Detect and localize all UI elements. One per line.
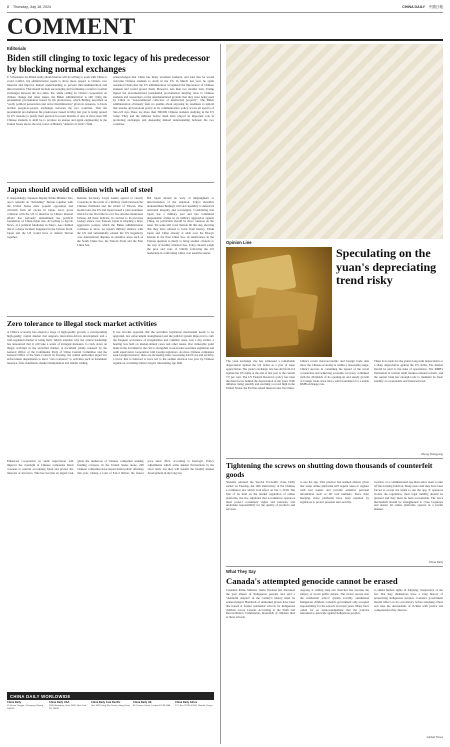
market-col-1: A China's economy has entered a stage of high-quality growth, a corresponding high-quality capital market that supports innovation-driven development and a well-regulated market is being built. Which explains why the central leadership has announced that it will take a series of stringent measures to crack down on illegal activities in the securities market. A document jointly released by the General Office of the Communist Party of China Central Committee and the General Office of the State Council on Tuesday, the central authorities urged law enforcement departments to show "zero tolerance" to activities such as fraudulent issuance, false statements, market manipulation and insider trading. <box>7 331 107 366</box>
canada-headline: Canada's attempted genocide cannot be erased <box>226 576 398 586</box>
what-they-say-label: What They Say <box>226 569 256 574</box>
opinion-headline: Speculating on the yuan's depreciating trend risky <box>336 247 437 287</box>
page-header <box>7 3 443 13</box>
opinion-label: Opinion Line <box>226 240 252 245</box>
directory-col-5: China Daily Africa P.O. Box 27281-00100, Nairobi, Kenya <box>175 701 213 707</box>
canada-byline: Global Times <box>426 735 443 739</box>
tightening-byline: China Daily <box>428 560 443 564</box>
canada-col-2: ongoing at willing state run churches has become the subject of broad public debate. The recent reports that the residential school system forcibly assimilated Indigenous children. Canada's government only accepted responsibility for the schools in recent years. Many have called for an acknowledgement that the policies amounted to genocide against Indigenous peoples. <box>300 589 369 616</box>
opinion-col-3: There is no basis for the yuan's long-term depreciation or a sharp depreciation against the US dollar. The market should be alert to the risks of speculation. The RMB's fluctuation is normal amid market-oriented reform, and the central bank has enough tools to maintain its basic stability at a reasonable and balanced level. <box>374 360 443 383</box>
section-title: COMMENT <box>7 14 136 39</box>
japan-headline: Japan should avoid collision with wall of steel <box>7 185 153 194</box>
paper-name-cn: 中國日報 <box>428 5 443 9</box>
paper-name: CHINA DAILY <box>402 5 425 9</box>
directory-col-2: China Daily USA 1500 Broadway, Suite 2800, New York, NY 10036 <box>49 701 87 710</box>
canada-col-3: to shield human rights in Xinjiang, irrespective of the fact that they themselves have a long history of persecuting Indigenous peoples. Canada's government should reflect on its own history before attacking others and treat the descendants of victims with justice and compensation they deserve. <box>374 589 443 612</box>
editorial-headline: Biden still clinging to toxic legacy of his predecessor by blocking normal exchanges <box>7 53 210 74</box>
japan-col-1: U nsurprisingly, Japanese Deputy Prime Minister Taro Aso's remarks on "defending" Taiwan together with the United States drew popular opposition and criticism from all circles in Japan. Aso's gross collusion with the US to interfere in China's internal affairs has seriously undermined the political foundation of China-Japan ties. According to Kyodo News, at a political fundraiser in Tokyo, Aso claimed that if a major incident happened in the Taiwan Strait, Japan and the US would have to defend Taiwan together. <box>7 197 73 240</box>
top-right-image <box>226 44 443 239</box>
page-number: 8 <box>7 5 9 9</box>
canada-col-1: Canadian Prime Minister Justin Trudeau has discussed the past abuses of Indigenous peoples and said a "shameful chapter" in the country's history must be acknowledged. Hundreds of unmarked graves have been discovered at former residential schools for Indigenous children across Canada. According to the Truth and Reconciliation Commission, thousands of children died at these schools. <box>226 589 295 620</box>
tightening-col-1: Slanders released the Special Economic Zone Daily earlier on Tuesday, the 10th anniversary of the Chinese e-commerce law which took effect on Jan 1, 2019. The first of its kind on the market regulation of online platforms, the law stipulates that e-commerce operators must protect consumers' rights and interests, and undertake responsibility for the quality of products and services. <box>226 481 295 512</box>
opinion-byline: Zheng Xiangyang <box>421 452 443 456</box>
market-headline: Zero tolerance to illegal stock market activities <box>7 319 157 328</box>
japan-col-3: But Japan should be wary of misjudgment or miscalculation of the situation. Tokyo shouldn't underestimate Beijing's will and capability to defend its territorial integrity and sovereignty. Considering that Japan has a military past and has committed unspeakable crimes in its military aggression against China, its politicians should be more cautious on the issue. Yet some still covet Taiwan till this day, showing that they have refused to learn from history. Think Japan and China already at odds over the Diaoyu Islands in the East China Sea, its interference in the Taiwan question is likely to bring another obstacle to the way of healthy bilateral ties. Tokyo should weigh the pros and cons of blindly following the US leadership in confronting China over sensitive issues. <box>147 197 214 255</box>
tightening-col-2: to use the app. This practice has seemed absurd, given that some online platforms still require users to register with real names and provide sensitive personal information such as ID card numbers. Since their merging, these platforms have been required by regulators to protect personal data security. <box>300 481 369 504</box>
market-col-3: Enhanced cooperation in audit supervision will improve the oversight of Chinese companies listed overseas to prevent accounting fraud and protect the interests of investors. This has become an urgent task given the numerous of Chinese companies seeking funding overseas. In the United States alone, 248 Chinese companies have issued initial public offerings this year, raising a total of $12.4 billion, the fastest pace since 2021, according to Dealogic. Policy adjustments which some market fluctuations in the short term, but they will benefit the healthy market development in the long run. <box>7 460 214 475</box>
opinion-col-2: China's recent macroeconomic and foreign trade data show the Chinese economy is within a reasonable range. China's success in containing the spread of the novel coronavirus and achieving economic recovery, combined with the dividends of its opening-up and steady growth of foreign trade, have laid a solid foundation for a stable RMB exchange rate. <box>300 360 369 387</box>
tightening-headline: Tightening the screws on shutting down thousands of counterfeit goods <box>226 461 433 479</box>
editorial-col-1: U S President Joe Biden really should that he will be willing to work with China to avoid conflict, his administration needs to show more respect to China's core interests and improve mutual understanding to prevent miscommunication and miscalculation. That should include encouraging and facilitating a return to normal exchanges between the two sides. Yet, while calling for China's cooperation on climate change and other issues, the Biden administration is still citing the presidential proclamation issued by his predecessor, which Beijing described as "really political persecution and racial discrimination" given its issuance, to block normal people-to-people exchanges between the two countries. That the presidential proclamation his predecessor issued in May last year is being quoted by US customs to justify their ejection in recent months of tens of more than 500 Chinese students to shall be to produce an unease and again engineering in the United States shows the true colors of Biden's "America is back" claim. <box>7 76 107 126</box>
section-masthead <box>7 13 443 41</box>
market-col-2: It has become apparent that the securities legislation mechanism needs to be upgraded, law enforcement strengthened and the judicial system improved to curb the frequent occurrence of irregularities and criminal cases. Just a day earlier, a hearing was held on market-tainted cases and other issues. Our vulnerable point made in the document is the call to strengthen cross-border securities regulation and audit supervision cooperation with foreign regulators. As more Chinese companies seek foreign investors, there are increasing risks concerning data flows and security, a factor that is believed to have led to the sudden decision last year by Chinese regulators, including China's largest ride-hailing app Didi. <box>113 331 214 366</box>
directory-col-1: China Daily 15 Huixin Dongjie, Chaoyang, Beijing 100029 <box>7 701 44 710</box>
directory-bar: CHINA DAILY WORLDWIDE <box>7 692 214 700</box>
opinion-col-1: The yuan exchange rate has witnessed a remarkable depreciation against the US dollar as a year of steep appreciation. The yuan's exchange rate has slid from 6.3 against the US dollar at the end of last year to the current 7.0 per cent. The US Federal Reserve's policy has been the main factor behind the depreciation of the yuan. With inflation rising steadily and reaching a record high in the United States, the Fed has raised interest rates five times. <box>226 360 295 391</box>
issue-date: Thursday, July 18, 2024 <box>13 5 52 9</box>
worldwide-directory <box>7 692 214 744</box>
tightening-col-3: location, or a commissioned app must allow users to turn off the tracking function. Many users said they have been forced to accept the terms to use the app. If operators violate the regulation, their legal liability should be pursued and they must be held accountable. The law's mechanism should be strengthened to close loopholes and ensure all online platforms operate in a lawful manner. <box>374 481 443 512</box>
japan-col-2: Defense Secretary Lloyd Austin agreed to closely cooperate in the event of a military clash between the Chinese mainland and the island of Taiwan. One month later, the US and Japan issued a joint statement which for the first time in over five decades mentioned Taiwan. All these indicate, in contrast to its previous lowkey stance over Taiwan, Japan is adopting a more aggressive posture which the Biden administration continues to show. As Japan's military alliance with the US and substantially extend the US hegemony over international disputes in sensitive areas such as the South China Sea, the Taiwan Strait and the East China Sea. <box>77 197 143 247</box>
directory-col-4: China Daily UK 90 Cannon Street, London EC4N 6HA <box>133 701 170 707</box>
yuan-photo <box>226 247 332 357</box>
editorial-col-2: acknowledged that China has many excellent students, and said that he would welcome Chinese students to study in the US. In March last year, he again reassured China that the US administration recognized the importance of Chinese students and would protect them. However, less than two months later, Trump signed the aforementioned presidential proclamation denying visas to Chinese students and researchers on the unsubstantiated grounds that they were being used by China as "non-traditional collectors of intellectual property". The Biden administration obviously feels no qualms about exposing its readiness to uphold that unwise and paranoid policy in its communication policy across all spectra of Sino-US ties. There are more than 300,000 Chinese students studying in the US today. They and the millions before them have played an important role in promoting exchanges and deepening mutual understanding between the two countries. <box>113 76 214 126</box>
editorials-label: Editorials <box>7 46 27 51</box>
directory-col-3: China Daily Asia Pacific Unit 1818, Hing Wai Centre, Hong Kong <box>91 701 130 707</box>
